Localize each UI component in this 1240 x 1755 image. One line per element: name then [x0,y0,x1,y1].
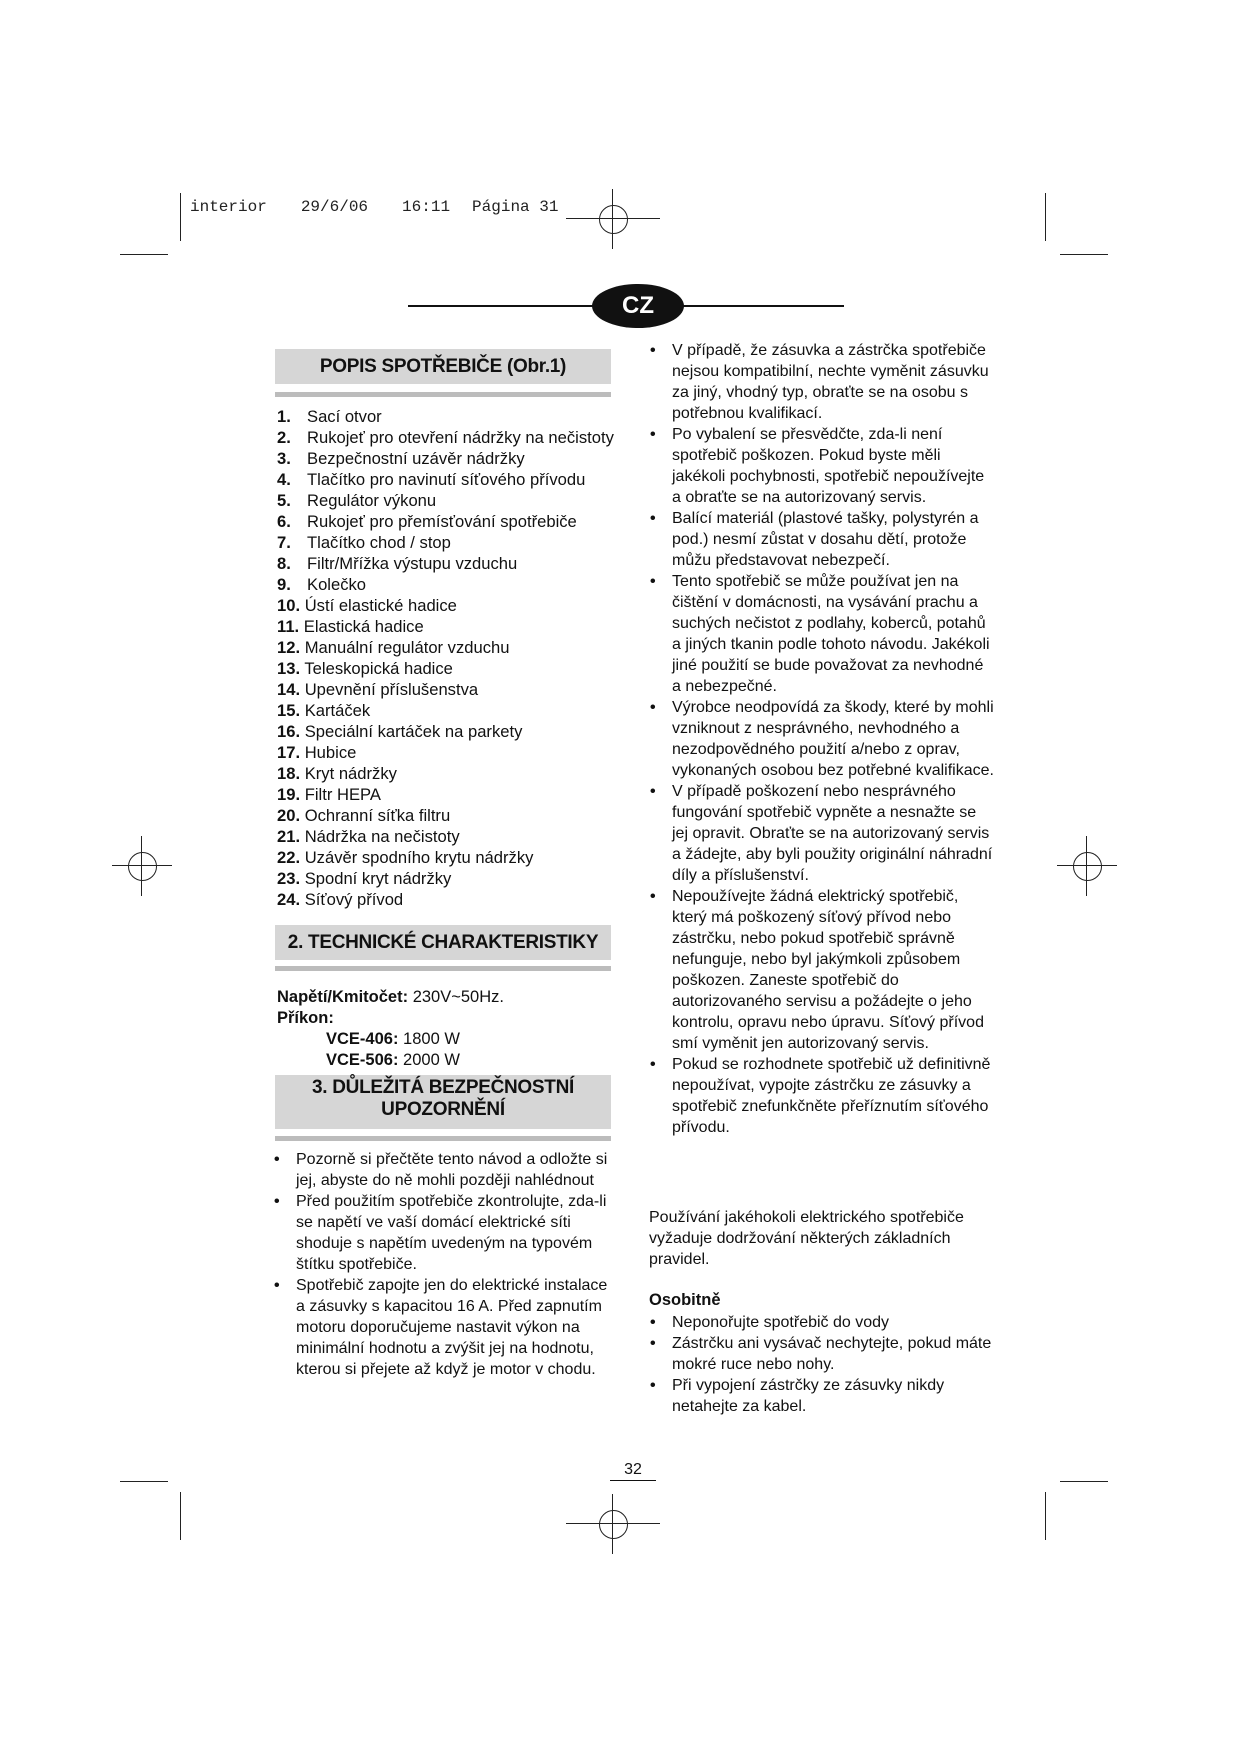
list-item-number: 14. [277,680,301,699]
list-item-text: Kartáček [304,701,371,720]
bullet-item [648,508,994,571]
special-bullets [648,1312,994,1417]
list-item-number: 23. [277,869,301,888]
bullet-dot-icon: • [650,426,656,443]
section-1-title [275,349,611,384]
list-item [277,826,614,847]
bullet-text: Zástrčku ani vysávač nechytejte, pokud máte mokré ruce nebo nohy. [672,1335,992,1373]
list-item-text: Rukojeť pro otevření nádržky na nečistoty [307,428,614,447]
list-item-number: 1. [277,407,291,426]
bullet-dot-icon: • [274,1193,280,1210]
list-item [277,406,614,427]
section-1-title-text: POPIS SPOTŘEBIČE (Obr.1) [319,356,567,377]
bullet-text: Tento spotřebič se může používat jen na čištění v domácnosti, na vysávání prachu a suchých nečistot z podlahy, koberců, potahů a jiných tkanin podle tohoto návodu. Jakékoli jiné použití se bude považovat za nevhodné a nebezpečné. [672,573,990,695]
list-item [277,448,614,469]
crop-mark [1060,254,1108,255]
registration-mark-right [1057,836,1117,896]
list-item [277,427,614,448]
bullet-item [648,424,994,508]
list-item-number: 19. [277,785,301,804]
list-item-number: 24. [277,890,301,909]
list-item-number: 7. [277,533,291,552]
list-item-text: Síťový přívod [304,890,404,909]
list-item-text: Kryt nádržky [304,764,397,783]
spec-model-label: VCE-506: [326,1051,399,1069]
list-item-text: Speciální kartáček na parkety [304,722,523,741]
section-3-rule [275,1136,611,1141]
rules-paragraph: Používání jakéhokoli elektrického spotřebiče vyžaduje dodržování některých základních pravidel. [649,1209,964,1268]
section-2-title [275,925,611,960]
list-item [277,469,614,490]
bullet-dot-icon: • [650,1377,656,1394]
list-item-number: 16. [277,722,301,741]
list-item [277,616,614,637]
bullet-item [648,1333,994,1375]
list-item-text: Kolečko [307,575,367,594]
list-item-text: Regulátor výkonu [307,491,437,510]
list-item-number: 18. [277,764,301,783]
spec-model-value: 1800 W [403,1030,460,1048]
print-slug [190,198,592,216]
list-item-text: Bezpečnostní uzávěr nádržky [307,449,525,468]
bullet-dot-icon: • [650,573,656,590]
list-item [277,679,614,700]
list-item-number: 21. [277,827,301,846]
list-item-number: 2. [277,428,291,447]
crop-mark [180,193,181,241]
list-item [277,553,614,574]
bullet-text: Při vypojení zástrčky ze zásuvky nikdy netahejte za kabel. [672,1377,945,1415]
list-item-number: 15. [277,701,301,720]
bullet-item [648,1312,994,1333]
section-3-title-line1: 3. DŮLEŽITÁ BEZPEČNOSTNÍ [312,1077,574,1098]
crop-mark [1045,193,1046,241]
list-item-number: 12. [277,638,301,657]
list-item-text: Tlačítko pro navinutí síťového přívodu [307,470,586,489]
registration-mark-bottom [583,1494,643,1554]
registration-mark-left [112,836,172,896]
list-item-text: Spodní kryt nádržky [304,869,452,888]
slug-date: 29/6/06 [300,198,369,216]
bullet-dot-icon: • [650,1314,656,1331]
bullet-dot-icon: • [274,1277,280,1294]
bullet-item [272,1149,616,1191]
spec-power [277,1008,334,1029]
list-item-text: Uzávěr spodního krytu nádržky [304,848,534,867]
crop-mark [120,1481,168,1482]
list-item-number: 3. [277,449,291,468]
spec-model [326,1050,460,1071]
list-item-text: Nádržka na nečistoty [304,827,460,846]
list-item-number: 20. [277,806,301,825]
list-item-text: Ústí elastické hadice [304,596,457,615]
list-item [277,805,614,826]
crop-mark [1045,1492,1046,1540]
list-item-number: 6. [277,512,291,531]
list-item-text: Sací otvor [307,407,382,426]
safety-bullets-left [272,1149,616,1380]
list-item-text: Filtr HEPA [304,785,381,804]
list-item [277,511,614,532]
subheading-osobitne: Osobitně [649,1291,721,1309]
slug-time: 16:11 [402,198,451,216]
crop-mark [1060,1481,1108,1482]
section-2-title-text: 2. TECHNICKÉ CHARAKTERISTIKY [287,932,599,953]
bullet-dot-icon: • [650,342,656,359]
list-item-text: Elastická hadice [303,617,424,636]
bullet-text: Po vybalení se přesvědčte, zda-li není spotřebič poškozen. Pokud byste měli jakékoli pochybnosti, spotřebič nepoužívejte a obraťte se na autorizovaný servis. [672,426,985,506]
bullet-text: Pokud se rozhodnete spotřebič už definitivně nepoužívat, vypojte zástrčku ze zásuvky a spotřebič znefunkčněte přeříznutím síťového přívodu. [672,1056,991,1136]
bullet-item [648,886,994,1054]
list-item [277,595,614,616]
bullet-item [648,340,994,424]
bullet-text: V případě poškození nebo nesprávného fungování spotřebič vypněte a nesnažte se jej opravit. Obraťte se na autorizovaný servis a žádejte, aby byli použity originální náhradní díly a příslušenství. [672,783,993,884]
list-item [277,490,614,511]
crop-mark [566,218,660,219]
bullet-text: Neponořujte spotřebič do vody [672,1314,890,1331]
section-1-rule [275,392,611,397]
list-item [277,784,614,805]
list-item-number: 13. [277,659,301,678]
list-item-number: 11. [277,617,300,636]
spec-model-label: VCE-406: [326,1030,399,1048]
list-item-number: 10. [277,596,301,615]
list-item [277,742,614,763]
list-item-number: 4. [277,470,291,489]
bullet-item [272,1191,616,1275]
list-item-number: 8. [277,554,291,573]
bullet-dot-icon: • [650,783,656,800]
bullet-text: Balící materiál (plastové tašky, polystyrén a pod.) nesmí zůstat v dosahu dětí, protože můžu představovat nebezpečí. [672,510,979,569]
header-rule-left [408,305,598,307]
section-3-title [275,1075,611,1129]
list-item [277,574,614,595]
parts-list [277,406,614,910]
bullet-dot-icon: • [650,699,656,716]
slug-file: interior [190,198,267,216]
crop-mark [120,254,168,255]
list-item [277,721,614,742]
list-item-text: Ochranní síťka filtru [304,806,451,825]
bullet-dot-icon: • [650,510,656,527]
bullet-item [648,697,994,781]
bullet-item [648,781,994,886]
list-item-text: Filtr/Mřížka výstupu vzduchu [307,554,518,573]
list-item-number: 5. [277,491,291,510]
list-item [277,763,614,784]
spec-voltage [277,987,504,1008]
list-item-text: Manuální regulátor vzduchu [304,638,510,657]
spec-model [326,1029,460,1050]
list-item-number: 9. [277,575,291,594]
spec-model-value: 2000 W [403,1051,460,1069]
spec-voltage-label: Napětí/Kmitočet: [277,988,409,1006]
bullet-text: Pozorně si přečtěte tento návod a odložte si jej, abyste do ně mohli později nahlédnout [296,1151,608,1189]
list-item-text: Tlačítko chod / stop [307,533,451,552]
bullet-text: Před použitím spotřebiče zkontrolujte, zda-li se napětí ve vaší domácí elektrické síti shoduje s napětím uvedeným na typovém štítku spotřebiče. [296,1193,607,1273]
page-number: 32 [610,1460,656,1481]
spec-power-label: Příkon: [277,1009,334,1027]
spec-voltage-value: 230V~50Hz. [412,988,504,1006]
slug-page: Página 31 [472,198,559,216]
bullet-text: V případě, že zásuvka a zástrčka spotřebiče nejsou kompatibilní, nechte vyměnit zásuvku za jiný, vhodný typ, obraťte se na osobu s potřebnou kvalifikací. [672,342,989,422]
bullet-item [648,1375,994,1417]
list-item-number: 17. [277,743,301,762]
bullet-dot-icon: • [274,1151,280,1168]
list-item [277,658,614,679]
bullet-text: Výrobce neodpovídá za škody, které by mohli vzniknout z nesprávného, nevhodného a nezodpovědného použití a/nebo z oprav, vykonaných osobou bez potřebné kvalifikace. [672,699,994,779]
bullet-dot-icon: • [650,888,656,905]
list-item [277,637,614,658]
list-item-text: Rukojeť pro přemísťování spotřebiče [307,512,577,531]
bullet-item [648,571,994,697]
section-3-title-line2: UPOZORNĚNÍ [381,1099,505,1120]
bullet-text: Nepoužívejte žádná elektrický spotřebič, který má poškozený síťový přívod nebo zástrčku, nebo pokud spotřebič správně nefunguje, nebo byl jakýmkoli způsobem poškozen. Zaneste spotřebič do autorizovaného servisu a požádejte o jeho kontrolu, opravu nebo úpravu. Síťový přívod smí vyměnit jen autorizovaný servis. [672,888,984,1052]
list-item [277,889,614,910]
bullet-item [648,1054,994,1138]
bullet-dot-icon: • [650,1056,656,1073]
list-item [277,847,614,868]
bullet-item [272,1275,616,1380]
bullet-dot-icon: • [650,1335,656,1352]
header-rule-right [678,305,844,307]
list-item [277,700,614,721]
list-item [277,532,614,553]
language-badge: CZ [592,284,684,328]
list-item [277,868,614,889]
safety-bullets-right [648,340,994,1138]
list-item-text: Hubice [304,743,357,762]
crop-mark [180,1492,181,1540]
section-2-rule [275,966,611,971]
list-item-number: 22. [277,848,301,867]
crop-mark [566,1523,660,1524]
list-item-text: Teleskopická hadice [304,659,453,678]
bullet-text: Spotřebič zapojte jen do elektrické instalace a zásuvky s kapacitou 16 A. Před zapnutím motoru doporučujeme nastavit výkon na minimální hodnotu a zvýšit jej na hodnotu, kterou si přejete až když je motor v chodu. [296,1277,608,1378]
list-item-text: Upevnění příslušenstva [304,680,479,699]
